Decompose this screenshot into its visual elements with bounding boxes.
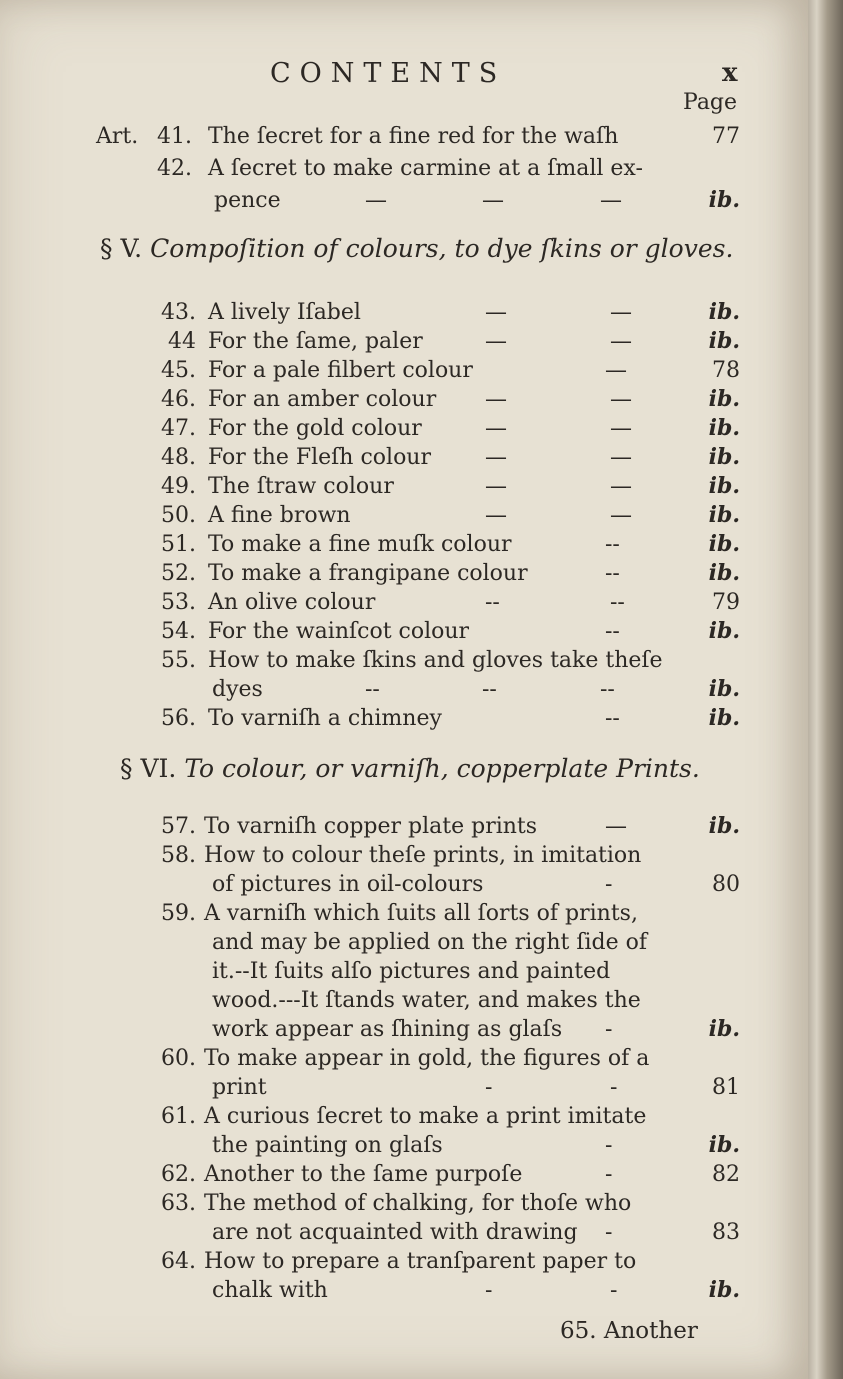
- entry-line: [0, 559, 808, 588]
- section-mark: § V.: [100, 234, 143, 263]
- entry-line: [0, 1102, 808, 1131]
- leader-dash: -: [610, 1075, 618, 1100]
- leader-dash: --: [365, 677, 380, 702]
- entry-text: of pictures in oil-colours: [212, 872, 484, 897]
- entry-line: [0, 298, 808, 327]
- entry-line: [0, 899, 808, 928]
- entry-text: dyes: [212, 677, 263, 702]
- entry-text: How to make ſkins and gloves take theſe: [208, 648, 663, 673]
- leader-dash: --: [605, 706, 620, 731]
- entry-text: The ſecret for a fine red for the waſh: [208, 124, 619, 149]
- entry-number: 58.: [161, 843, 196, 868]
- entry-line: [0, 385, 808, 414]
- entry-number: 42.: [157, 156, 192, 181]
- entry-line: [0, 928, 808, 957]
- page-number: ib.: [708, 1277, 740, 1303]
- entry-text: are not acquainted with drawing: [212, 1220, 578, 1245]
- entry-number: 64.: [161, 1249, 196, 1274]
- entry-number: 52.: [161, 561, 196, 586]
- entry-text: A fine brown: [208, 503, 351, 528]
- entry-text: pence: [214, 188, 281, 213]
- entry-number: 51.: [161, 532, 196, 557]
- entry-text: chalk with: [212, 1278, 328, 1303]
- page-number: 78: [712, 358, 740, 383]
- leader-dash: —: [600, 188, 622, 213]
- entry-line: [0, 870, 808, 899]
- leader-dash: —: [610, 474, 632, 499]
- entry-line: [0, 841, 808, 870]
- entry-text: wood.---It ſtands water, and makes the: [212, 988, 641, 1013]
- entry-text: and may be applied on the right ſide of: [212, 930, 648, 955]
- entry-text: For the ſame, paler: [208, 329, 423, 354]
- section-heading-v: [100, 232, 733, 266]
- entry-number: 63.: [161, 1191, 196, 1216]
- leader-dash: -: [485, 1075, 493, 1100]
- section-heading-vi: [120, 752, 700, 786]
- leader-dash: —: [482, 188, 504, 213]
- entry-line: [0, 154, 808, 183]
- page-number: ib.: [708, 813, 740, 839]
- leader-dash: --: [605, 619, 620, 644]
- leader-dash: --: [605, 561, 620, 586]
- entry-text: For the wainſcot colour: [208, 619, 470, 644]
- entry-number: 61.: [161, 1104, 196, 1129]
- entry-text: To make appear in gold, the figures of a: [204, 1046, 650, 1071]
- entry-text: the painting on glaſs: [212, 1133, 443, 1158]
- leader-dash: —: [485, 329, 507, 354]
- page-number: ib.: [708, 386, 740, 412]
- entry-text: Another to the ſame purpoſe: [204, 1162, 523, 1187]
- entry-number: 48.: [161, 445, 196, 470]
- leader-dash: --: [605, 532, 620, 557]
- section-title: Compoſition of colours, to dye ſkins or gloves.: [150, 234, 734, 263]
- entry-text: To varniſh a chimney: [208, 706, 442, 731]
- entry-text: A varniſh which ſuits all ſorts of prints,: [204, 901, 638, 926]
- leader-dash: -: [605, 1162, 613, 1187]
- leader-dash: —: [605, 358, 627, 383]
- entry-number: 50.: [161, 503, 196, 528]
- leader-dash: -: [485, 1278, 493, 1303]
- entry-text: For the Fleſh colour: [208, 445, 431, 470]
- folio: x: [722, 58, 738, 88]
- entry-text: it.--It ſuits alſo pictures and painted: [212, 959, 611, 984]
- entry-line: [0, 443, 808, 472]
- entry-number: 43.: [161, 300, 196, 325]
- entry-line: [0, 1189, 808, 1218]
- page-number: 82: [712, 1162, 740, 1187]
- entry-line: [0, 812, 808, 841]
- leader-dash: -: [605, 1220, 613, 1245]
- entry-number: 62.: [161, 1162, 196, 1187]
- entry-line: [0, 1044, 808, 1073]
- catchword: 65. Another: [560, 1318, 698, 1344]
- entry-line: [0, 1073, 808, 1102]
- entry-text: To varniſh copper plate prints: [204, 814, 538, 839]
- entry-line: [0, 957, 808, 986]
- page-number: ib.: [708, 473, 740, 499]
- entry-line: [0, 472, 808, 501]
- entry-number: 49.: [161, 474, 196, 499]
- page-number: ib.: [708, 1132, 740, 1158]
- page-number: ib.: [708, 502, 740, 528]
- entry-number: 57.: [161, 814, 196, 839]
- leader-dash: —: [485, 387, 507, 412]
- page-edge: [808, 0, 843, 1379]
- entry-line: [0, 186, 808, 215]
- entry-number: 59.: [161, 901, 196, 926]
- leader-dash: —: [610, 300, 632, 325]
- entry-line: [0, 986, 808, 1015]
- entry-text: To make a frangipane colour: [208, 561, 528, 586]
- leader-dash: —: [610, 503, 632, 528]
- entry-text: A ſecret to make carmine at a ſmall ex-: [208, 156, 643, 181]
- page-number: ib.: [708, 560, 740, 586]
- page-number: ib.: [708, 415, 740, 441]
- leader-dash: -: [610, 1278, 618, 1303]
- leader-dash: -: [605, 1017, 613, 1042]
- entry-text: print: [212, 1075, 267, 1100]
- entry-line: [0, 1160, 808, 1189]
- entry-text: How to prepare a tranſparent paper to: [204, 1249, 637, 1274]
- leader-dash: --: [600, 677, 615, 702]
- entry-line: [0, 1247, 808, 1276]
- page-number: ib.: [708, 676, 740, 702]
- entry-number: 54.: [161, 619, 196, 644]
- page-number: 81: [712, 1075, 740, 1100]
- leader-dash: —: [610, 445, 632, 470]
- entry-text: How to colour theſe prints, in imitation: [204, 843, 642, 868]
- entry-text: For the gold colour: [208, 416, 422, 441]
- entry-line: [0, 1131, 808, 1160]
- leader-dash: —: [485, 445, 507, 470]
- entry-text: To make a fine muſk colour: [208, 532, 512, 557]
- entry-text: The ſtraw colour: [208, 474, 394, 499]
- entry-line: [0, 1015, 808, 1044]
- leader-dash: --: [485, 590, 500, 615]
- section-mark: § VI.: [120, 754, 177, 783]
- entry-number: 47.: [161, 416, 196, 441]
- running-head: CONTENTS: [270, 58, 507, 89]
- page-number: ib.: [708, 444, 740, 470]
- entry-line: [0, 327, 808, 356]
- leader-dash: -: [605, 1133, 613, 1158]
- leader-dash: —: [365, 188, 387, 213]
- page-number: ib.: [708, 299, 740, 325]
- entry-text: For an amber colour: [208, 387, 437, 412]
- entry-line: [0, 1276, 808, 1305]
- entry-number: 53.: [161, 590, 196, 615]
- entry-text: For a pale filbert colour: [208, 358, 473, 383]
- entry-line: [0, 414, 808, 443]
- entry-line: [0, 588, 808, 617]
- entry-text: An olive colour: [208, 590, 376, 615]
- entry-line: [0, 501, 808, 530]
- entry-number: 60.: [161, 1046, 196, 1071]
- entry-text: A lively Iſabel: [208, 300, 361, 325]
- entry-line: [0, 122, 808, 151]
- entry-number: 56.: [161, 706, 196, 731]
- leader-dash: —: [485, 503, 507, 528]
- page-number: 83: [712, 1220, 740, 1245]
- entry-line: [0, 704, 808, 733]
- entry-number: 45.: [161, 358, 196, 383]
- entry-line: [0, 1218, 808, 1247]
- page-number: 80: [712, 872, 740, 897]
- entry-number: 55.: [161, 648, 196, 673]
- leader-dash: —: [485, 416, 507, 441]
- leader-dash: --: [482, 677, 497, 702]
- page-number: ib.: [708, 1016, 740, 1042]
- page-number: 77: [712, 124, 740, 149]
- leader-dash: -: [605, 872, 613, 897]
- entry-number: 41.: [157, 124, 192, 149]
- leader-dash: —: [610, 416, 632, 441]
- page-column-label: Page: [683, 90, 738, 115]
- article-prefix: Art.: [96, 124, 139, 149]
- entry-number: 44: [168, 329, 196, 354]
- leader-dash: —: [605, 814, 627, 839]
- entry-number: 46.: [161, 387, 196, 412]
- entry-line: [0, 646, 808, 675]
- section-title: To colour, or varniſh, copperplate Prints.: [184, 754, 700, 783]
- entry-text: The method of chalking, for thoſe who: [204, 1191, 632, 1216]
- leader-dash: —: [610, 387, 632, 412]
- entry-text: A curious ſecret to make a print imitate: [204, 1104, 647, 1129]
- entry-line: [0, 356, 808, 385]
- entry-text: work appear as ſhining as glaſs: [212, 1017, 563, 1042]
- page-number: 79: [712, 590, 740, 615]
- entry-line: [0, 530, 808, 559]
- page-number: ib.: [708, 328, 740, 354]
- leader-dash: —: [485, 300, 507, 325]
- entry-line: [0, 617, 808, 646]
- page-number: ib.: [708, 187, 740, 213]
- leader-dash: —: [485, 474, 507, 499]
- leader-dash: —: [610, 329, 632, 354]
- page-number: ib.: [708, 618, 740, 644]
- page-number: ib.: [708, 531, 740, 557]
- leader-dash: --: [610, 590, 625, 615]
- entry-line: [0, 675, 808, 704]
- page-number: ib.: [708, 705, 740, 731]
